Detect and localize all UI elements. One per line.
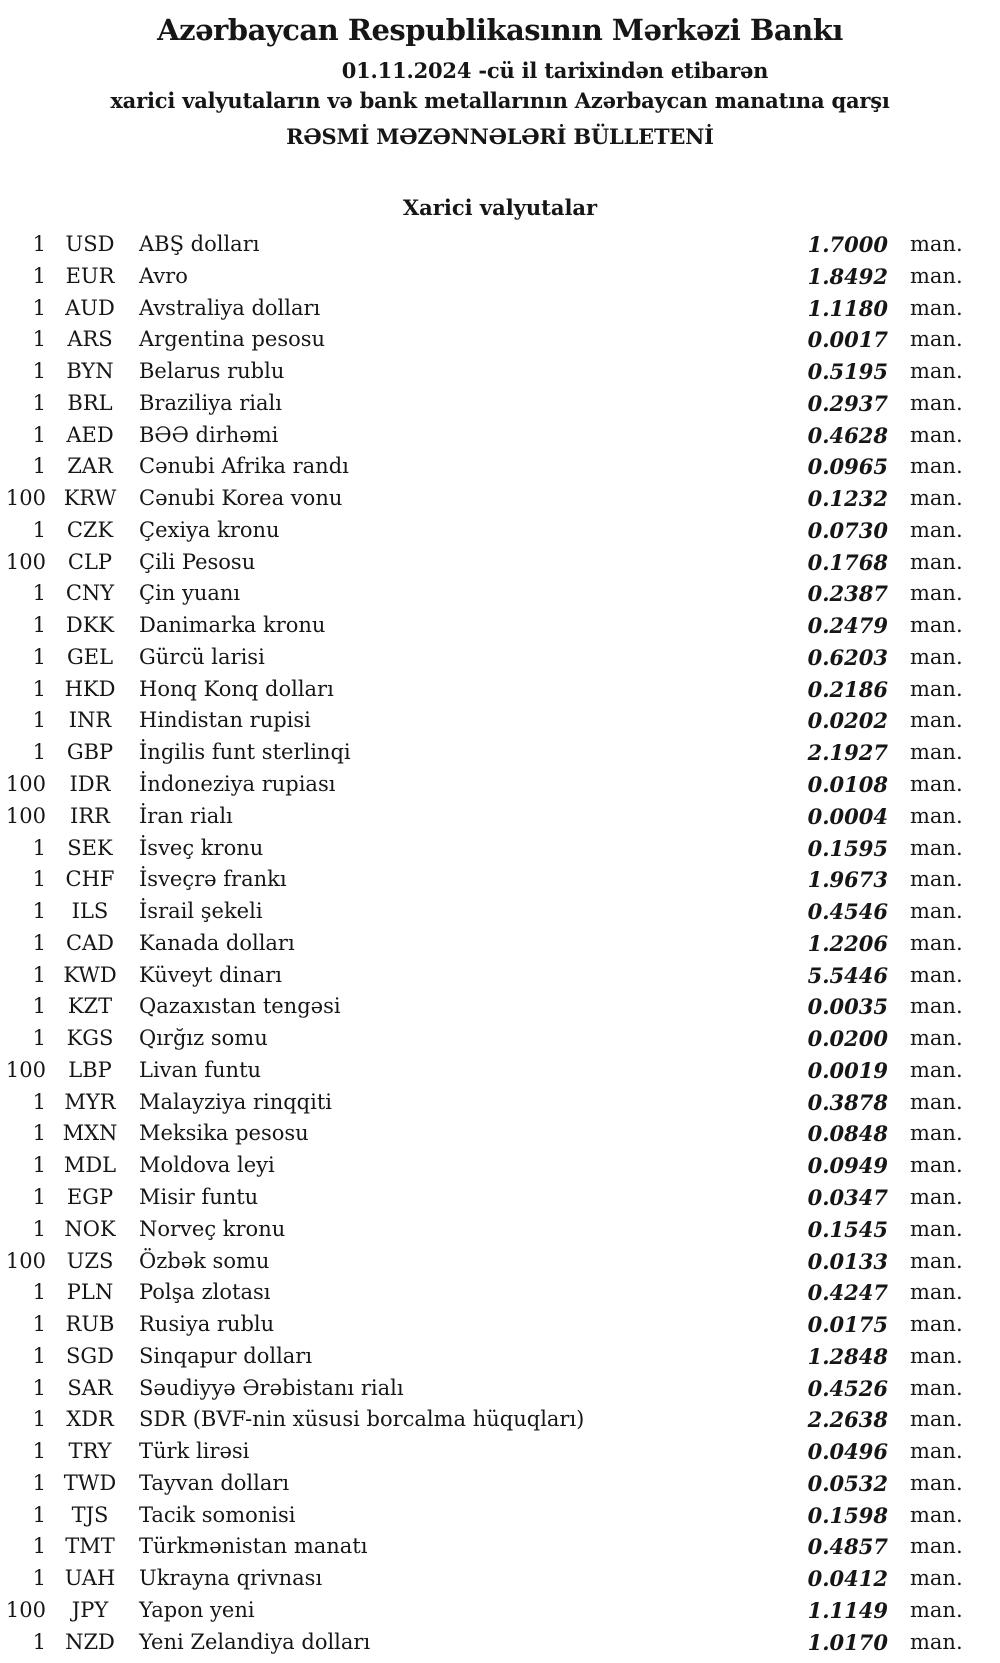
rate-row [0,674,1000,706]
currency-name: Yeni Zelandiya dolları [139,1629,371,1654]
currency-name: Cənubi Korea vonu [139,486,343,511]
currency-name: Çin yuanı [139,581,241,606]
unit-label: man. [910,549,963,574]
currency-quantity: 1 [32,1566,46,1591]
currency-code: RUB [65,1312,115,1337]
rate-row [0,293,1000,325]
currency-quantity: 1 [32,1184,46,1209]
unit-label: man. [910,962,963,987]
currency-quantity: 1 [32,327,46,352]
currency-quantity: 1 [32,1502,46,1527]
rate-row [0,1277,1000,1309]
currency-quantity: 100 [5,772,46,797]
currency-name: Küveyt dinarı [139,962,282,987]
currency-name: İran rialı [139,803,233,828]
unit-label: man. [910,676,963,701]
rate-row [0,1404,1000,1436]
unit-label: man. [910,994,963,1019]
page-title: Azərbaycan Respublikasının Mərkəzi Bankı [157,13,843,47]
rate-value: 0.1545 [807,1216,888,1242]
rate-value: 0.4546 [807,899,888,925]
unit-label: man. [910,772,963,797]
unit-label: man. [910,295,963,320]
currency-name: Yapon yeni [139,1597,255,1622]
currency-quantity: 1 [32,867,46,892]
unit-label: man. [910,581,963,606]
currency-name: Tacik somonisi [139,1502,296,1527]
currency-code: KRW [63,486,117,511]
rate-row [0,896,1000,928]
rate-row [0,991,1000,1023]
rate-row [0,451,1000,483]
subject-line: xarici valyutaların və bank metallarının Azərbaycan manatına qarşı [110,88,890,113]
rate-row [0,261,1000,293]
currency-quantity: 1 [32,1629,46,1654]
currency-quantity: 100 [5,549,46,574]
unit-label: man. [910,1407,963,1432]
currency-name: Ukrayna qrivnası [139,1566,323,1591]
bulletin-title: RƏSMİ MƏZƏNNƏLƏRİ BÜLLETENİ [286,124,714,149]
rate-value: 0.0412 [807,1566,888,1592]
currency-name: Avstraliya dolları [139,295,321,320]
unit-label: man. [910,1566,963,1591]
currency-quantity: 1 [32,1089,46,1114]
rate-value: 0.3878 [807,1089,888,1115]
rate-row [0,1055,1000,1087]
currency-quantity: 1 [32,422,46,447]
rate-row [0,1246,1000,1278]
rate-value: 1.1180 [807,295,888,321]
currency-quantity: 1 [32,613,46,638]
rate-value: 0.0532 [807,1470,888,1496]
currency-name: Türk lirəsi [139,1439,250,1464]
unit-label: man. [910,232,963,256]
unit-label: man. [910,390,963,415]
rate-row [0,801,1000,833]
currency-quantity: 1 [32,1216,46,1241]
rate-value: 0.4628 [807,422,888,448]
currency-code: SAR [67,1375,113,1400]
currency-code: PLN [66,1280,114,1305]
currency-quantity: 1 [32,1407,46,1432]
currency-name: Türkmənistan manatı [139,1534,368,1559]
rate-value: 0.0035 [807,994,888,1020]
unit-label: man. [910,1089,963,1114]
rate-row [0,769,1000,801]
unit-label: man. [910,1470,963,1495]
currency-quantity: 1 [32,454,46,479]
rate-row [0,1118,1000,1150]
unit-label: man. [910,1026,963,1051]
unit-label: man. [910,422,963,447]
currency-name: Polşa zlotası [139,1280,271,1305]
rate-row [0,1563,1000,1595]
rate-value: 0.1768 [807,549,888,575]
unit-label: man. [910,867,963,892]
currency-quantity: 1 [32,1375,46,1400]
currency-quantity: 1 [32,359,46,384]
rate-value: 1.0170 [807,1629,888,1655]
currency-quantity: 1 [32,1470,46,1495]
unit-label: man. [910,486,963,511]
rate-row [0,1468,1000,1500]
currency-code: TMT [65,1534,115,1559]
rate-row [0,229,1000,261]
rate-row [0,1182,1000,1214]
currency-name: Özbək somu [139,1248,270,1273]
currency-name: Gürcü larisi [139,644,265,669]
unit-label: man. [910,327,963,352]
currency-code: ILS [71,899,109,924]
rate-value: 0.0202 [807,708,888,734]
currency-quantity: 1 [32,676,46,701]
rate-row [0,1436,1000,1468]
rate-value: 1.1149 [807,1597,888,1623]
unit-label: man. [910,1057,963,1082]
currency-code: NZD [65,1629,115,1654]
effective-date-line: 01.11.2024 -cü il tarixindən etibarən [341,58,769,83]
currency-code: SGD [66,1343,114,1368]
unit-label: man. [910,1216,963,1241]
currency-name: BƏƏ dirhəmi [139,422,279,447]
rate-value: 0.0730 [807,517,888,543]
currency-code: DKK [65,613,115,638]
currency-quantity: 1 [32,263,46,288]
rate-row [0,705,1000,737]
currency-code: JPY [71,1597,109,1622]
currency-code: CAD [65,930,115,955]
rate-row [0,928,1000,960]
currency-code: EUR [65,263,115,288]
rate-value: 0.2479 [807,613,888,639]
unit-label: man. [910,1629,963,1654]
rate-row [0,960,1000,992]
currency-code: MDL [63,1153,117,1178]
currency-quantity: 1 [32,581,46,606]
currency-code: ZAR [67,454,113,479]
currency-name: Qırğız somu [139,1026,268,1051]
currency-name: Misir funtu [139,1184,259,1209]
unit-label: man. [910,359,963,384]
currency-code: XDR [66,1407,114,1432]
rate-row [0,1373,1000,1405]
currency-name: Kanada dolları [139,930,295,955]
currency-name: Cənubi Afrika randı [139,454,349,479]
currency-code: KGS [66,1026,114,1051]
currency-name: Meksika pesosu [139,1121,309,1146]
currency-name: Livan funtu [139,1057,262,1082]
currency-name: İsrail şekeli [139,899,263,924]
currency-code: USD [65,232,115,256]
currency-quantity: 1 [32,232,46,256]
currency-quantity: 100 [5,1597,46,1622]
rate-value: 0.0200 [807,1026,888,1052]
currency-code: CHF [65,867,115,892]
currency-code: BYN [66,359,114,384]
rate-value: 0.0496 [807,1439,888,1465]
unit-label: man. [910,1375,963,1400]
rate-row [0,483,1000,515]
currency-name: Avro [139,263,188,288]
rate-value: 1.2848 [807,1343,888,1369]
currency-code: EGP [66,1184,114,1209]
unit-label: man. [910,930,963,955]
currency-name: Belarus rublu [139,359,285,384]
rate-value: 1.9673 [807,867,888,893]
currency-quantity: 1 [32,1343,46,1368]
currency-name: Çexiya kronu [139,517,280,542]
currency-quantity: 1 [32,994,46,1019]
unit-label: man. [910,1439,963,1464]
rate-value: 2.2638 [807,1407,888,1433]
currency-name: İngilis funt sterlinqi [139,740,351,765]
currency-code: BRL [67,390,113,415]
currency-quantity: 1 [32,899,46,924]
rate-row [0,1214,1000,1246]
rate-value: 5.5446 [807,962,888,988]
unit-label: man. [910,1153,963,1178]
unit-label: man. [910,1280,963,1305]
unit-label: man. [910,454,963,479]
rate-value: 0.0108 [807,772,888,798]
currency-quantity: 1 [32,1121,46,1146]
rate-row [0,737,1000,769]
currency-code: TWD [63,1470,117,1495]
currency-quantity: 1 [32,1153,46,1178]
rate-value: 0.5195 [807,359,888,385]
rate-value: 1.8492 [807,263,888,289]
rate-row [0,1500,1000,1532]
currency-name: Moldova leyi [139,1153,275,1178]
section-title-foreign-currencies: Xarici valyutalar [402,195,598,220]
rate-value: 0.0965 [807,454,888,480]
unit-label: man. [910,1343,963,1368]
unit-label: man. [910,1184,963,1209]
currency-quantity: 1 [32,1026,46,1051]
rate-value: 0.0133 [807,1248,888,1274]
unit-label: man. [910,644,963,669]
currency-code: ARS [67,327,113,352]
rate-row [0,1150,1000,1182]
unit-label: man. [910,899,963,924]
currency-quantity: 1 [32,390,46,415]
rate-value: 1.7000 [807,232,888,257]
currency-code: GEL [66,644,114,669]
rate-row [0,578,1000,610]
unit-label: man. [910,517,963,542]
rate-row [0,515,1000,547]
rate-row [0,1087,1000,1119]
currency-code: INR [68,708,112,733]
currency-code: HKD [64,676,116,701]
currency-quantity: 1 [32,1280,46,1305]
currency-name: Qazaxıstan tengəsi [139,994,341,1019]
currency-code: LBP [68,1057,112,1082]
currency-code: MYR [64,1089,116,1114]
currency-code: CLP [67,549,113,574]
currency-name: ABŞ dolları [139,232,260,256]
rate-value: 0.0949 [807,1153,888,1179]
rates-table [0,229,1000,1658]
currency-name: Danimarka kronu [139,613,326,638]
rate-row [0,1023,1000,1055]
currency-quantity: 1 [32,740,46,765]
currency-name: Honq Konq dolları [139,676,334,701]
currency-name: Argentina pesosu [139,327,326,352]
currency-name: Sinqapur dolları [139,1343,313,1368]
currency-name: Hindistan rupisi [139,708,311,733]
rate-value: 0.1595 [807,835,888,861]
currency-code: TJS [71,1502,109,1527]
currency-code: CNY [65,581,115,606]
unit-label: man. [910,1121,963,1146]
currency-code: GBP [66,740,114,765]
currency-code: KWD [63,962,117,987]
currency-code: AUD [65,295,115,320]
currency-code: IRR [70,803,110,828]
rate-row [0,833,1000,865]
rate-value: 0.2937 [807,390,888,416]
rate-value: 0.0347 [807,1184,888,1210]
unit-label: man. [910,1597,963,1622]
currency-quantity: 100 [5,803,46,828]
rate-row [0,1341,1000,1373]
rate-value: 0.4526 [807,1375,888,1401]
currency-name: Rusiya rublu [139,1312,275,1337]
currency-name: Çili Pesosu [139,549,256,574]
rate-value: 0.0848 [807,1121,888,1147]
currency-quantity: 1 [32,930,46,955]
currency-name: Malayziya rinqqiti [139,1089,332,1114]
unit-label: man. [910,740,963,765]
currency-code: UAH [64,1566,116,1591]
rate-value: 0.0175 [807,1312,888,1338]
rate-row [0,642,1000,674]
rate-value: 0.1232 [807,486,888,512]
rate-value: 0.0019 [807,1057,888,1083]
unit-label: man. [910,613,963,638]
rate-value: 1.2206 [807,930,888,956]
rate-row [0,324,1000,356]
unit-label: man. [910,835,963,860]
rate-value: 2.1927 [807,740,888,766]
currency-quantity: 1 [32,708,46,733]
currency-name: Tayvan dolları [139,1470,290,1495]
rate-row [0,1531,1000,1563]
currency-name: İndoneziya rupiası [139,772,336,797]
currency-quantity: 1 [32,1439,46,1464]
currency-quantity: 1 [32,835,46,860]
rate-value: 0.0017 [807,327,888,353]
currency-quantity: 1 [32,1534,46,1559]
rate-row [0,864,1000,896]
currency-code: UZS [66,1248,114,1273]
rate-row [0,420,1000,452]
unit-label: man. [910,1248,963,1273]
currency-code: MXN [62,1121,118,1146]
currency-code: AED [66,422,114,447]
rate-value: 0.2186 [807,676,888,702]
currency-quantity: 100 [5,1248,46,1273]
unit-label: man. [910,708,963,733]
currency-code: IDR [69,772,111,797]
rate-row [0,388,1000,420]
currency-code: TRY [68,1439,112,1464]
currency-quantity: 1 [32,962,46,987]
currency-code: CZK [66,517,114,542]
currency-name: Norveç kronu [139,1216,286,1241]
currency-name: İsveç kronu [139,835,264,860]
currency-name: SDR (BVF-nin xüsusi borcalma hüquqları) [139,1407,585,1432]
unit-label: man. [910,1312,963,1337]
unit-label: man. [910,803,963,828]
rate-value: 0.0004 [807,803,888,829]
currency-name: İsveçrə frankı [139,867,287,892]
rate-value: 0.4857 [807,1534,888,1560]
rate-row [0,1309,1000,1341]
rate-row [0,356,1000,388]
currency-code: KZT [67,994,113,1019]
rate-value: 0.2387 [807,581,888,607]
currency-name: Səudiyyə Ərəbistanı rialı [139,1375,404,1400]
currency-quantity: 1 [32,295,46,320]
unit-label: man. [910,1502,963,1527]
currency-quantity: 100 [5,1057,46,1082]
currency-quantity: 100 [5,486,46,511]
unit-label: man. [910,263,963,288]
currency-name: Braziliya rialı [139,390,282,415]
currency-quantity: 1 [32,644,46,669]
currency-quantity: 1 [32,1312,46,1337]
rate-row [0,547,1000,579]
unit-label: man. [910,1534,963,1559]
rate-value: 0.4247 [807,1280,888,1306]
rate-value: 0.6203 [807,644,888,670]
rate-row [0,1627,1000,1659]
currency-code: SEK [67,835,113,860]
currency-code: NOK [64,1216,116,1241]
rate-row [0,610,1000,642]
rate-value: 0.1598 [807,1502,888,1528]
rate-row [0,1595,1000,1627]
currency-quantity: 1 [32,517,46,542]
